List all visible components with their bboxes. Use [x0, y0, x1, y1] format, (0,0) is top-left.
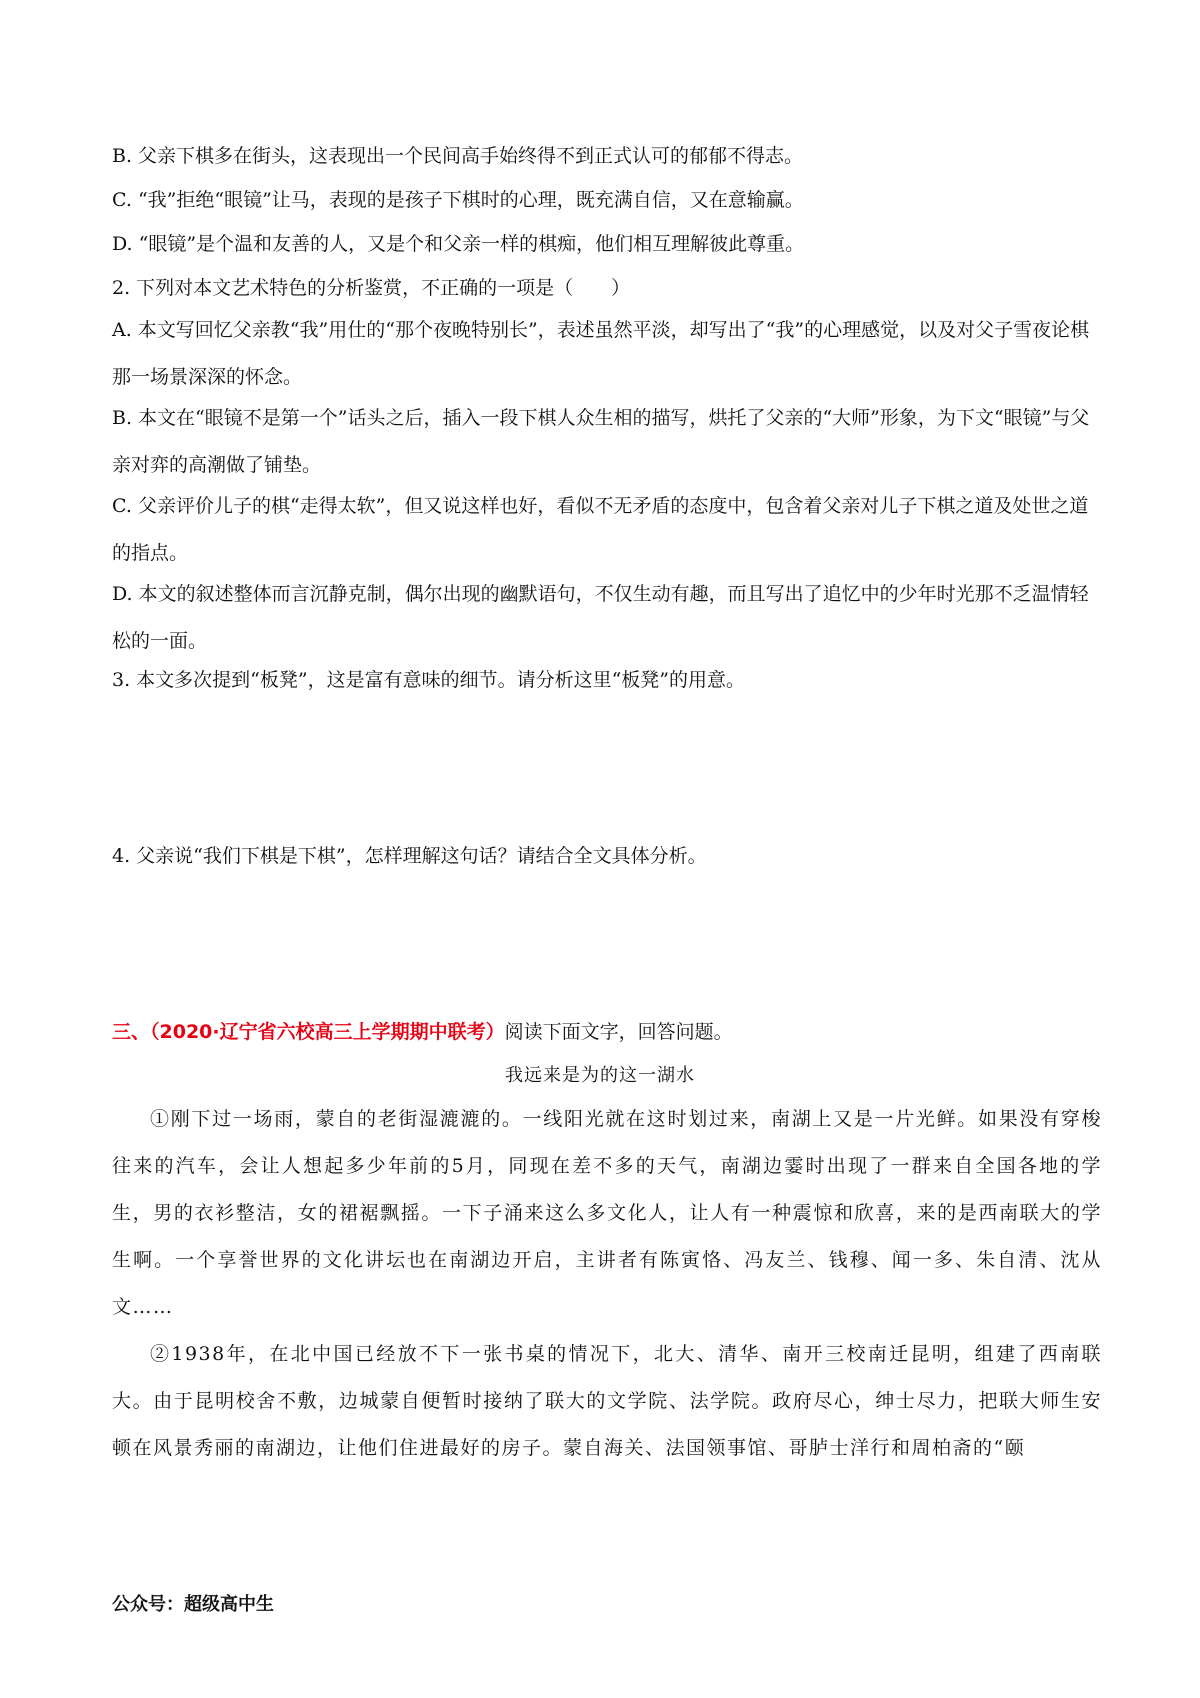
q4-stem: 4. 父亲说“我们下棋是下棋”，怎样理解这句话？请结合全文具体分析。	[112, 845, 707, 867]
q2-option-a: A. 本文写回忆父亲教“我”用仕的“那个夜晚特别长”，表述虽然平淡，却写出了“我”的心理感觉，以及对父子雪夜论棋那一场景深深的怀念。	[112, 319, 1090, 388]
footer-wechat-account: 公众号：超级高中生	[112, 1594, 274, 1615]
q2-option-d: D. 本文的叙述整体而言沉静克制，偶尔出现的幽默语句，不仅生动有趣，而且写出了追忆中的少年时光那不乏温情轻松的一面。	[112, 583, 1089, 652]
article-paragraph-2: ②1938年，在北中国已经放不下一张书桌的情况下，北大、清华、南开三校南迁昆明，组建了西南联大。由于昆明校舍不敷，边城蒙自便暂时接纳了联大的文学院、法学院。政府尽心，绅士尽力，把联大师生安顿在风景秀丽的南湖边，让他们住进最好的房子。蒙自海关、法国领事馆、哥胪士洋行和周柏斋的“颐	[112, 1343, 1102, 1459]
q1-option-c: C. “我”拒绝“眼镜”让马，表现的是孩子下棋时的心理，既充满自信，又在意输赢。	[112, 189, 804, 211]
q2-option-b: B. 本文在“眼镜不是第一个”话头之后，插入一段下棋人众生相的描写，烘托了父亲的“大师”形象，为下文“眼镜”与父亲对弈的高潮做了铺垫。	[112, 407, 1090, 476]
section-3-instruction: 阅读下面文字，回答问题。	[504, 1021, 733, 1043]
article-paragraph-1: ①刚下过一场雨，蒙自的老街湿漉漉的。一线阳光就在这时划过来，南湖上又是一片光鲜。如果没有穿梭往来的汽车，会让人想起多少年前的5月，同现在差不多的天气，南湖边霎时出现了一群来自全国各地的学生，男的衣衫整洁，女的裙裾飘摇。一下子涌来这么多文化人，让人有一种震惊和欣喜，来的是西南联大的学生啊。一个享誉世界的文化讲坛也在南湖边开启，主讲者有陈寅恪、冯友兰、钱穆、闻一多、朱自清、沈从文……	[112, 1108, 1102, 1318]
q2-option-c: C. 父亲评价儿子的棋“走得太软”，但又说这样也好，看似不无矛盾的态度中，包含着父亲对儿子下棋之道及处世之道的指点。	[112, 495, 1089, 564]
section-3-heading	[112, 1019, 1102, 1045]
q2-stem: 2. 下列对本文艺术特色的分析鉴赏，不正确的一项是（ ）	[112, 277, 631, 299]
q1-option-d: D. “眼镜”是个温和友善的人，又是个和父亲一样的棋痴，他们相互理解彼此尊重。	[112, 233, 805, 255]
q1-option-b: B. 父亲下棋多在街头，这表现出一个民间高手始终得不到正式认可的郁郁不得志。	[112, 145, 804, 167]
article-title: 我远来是为的这一湖水	[505, 1065, 695, 1086]
section-3-source: 三、（2020·辽宁省六校高三上学期期中联考）	[112, 1021, 505, 1043]
q3-stem: 3. 本文多次提到“板凳”，这是富有意味的细节。请分析这里“板凳”的用意。	[112, 669, 746, 691]
